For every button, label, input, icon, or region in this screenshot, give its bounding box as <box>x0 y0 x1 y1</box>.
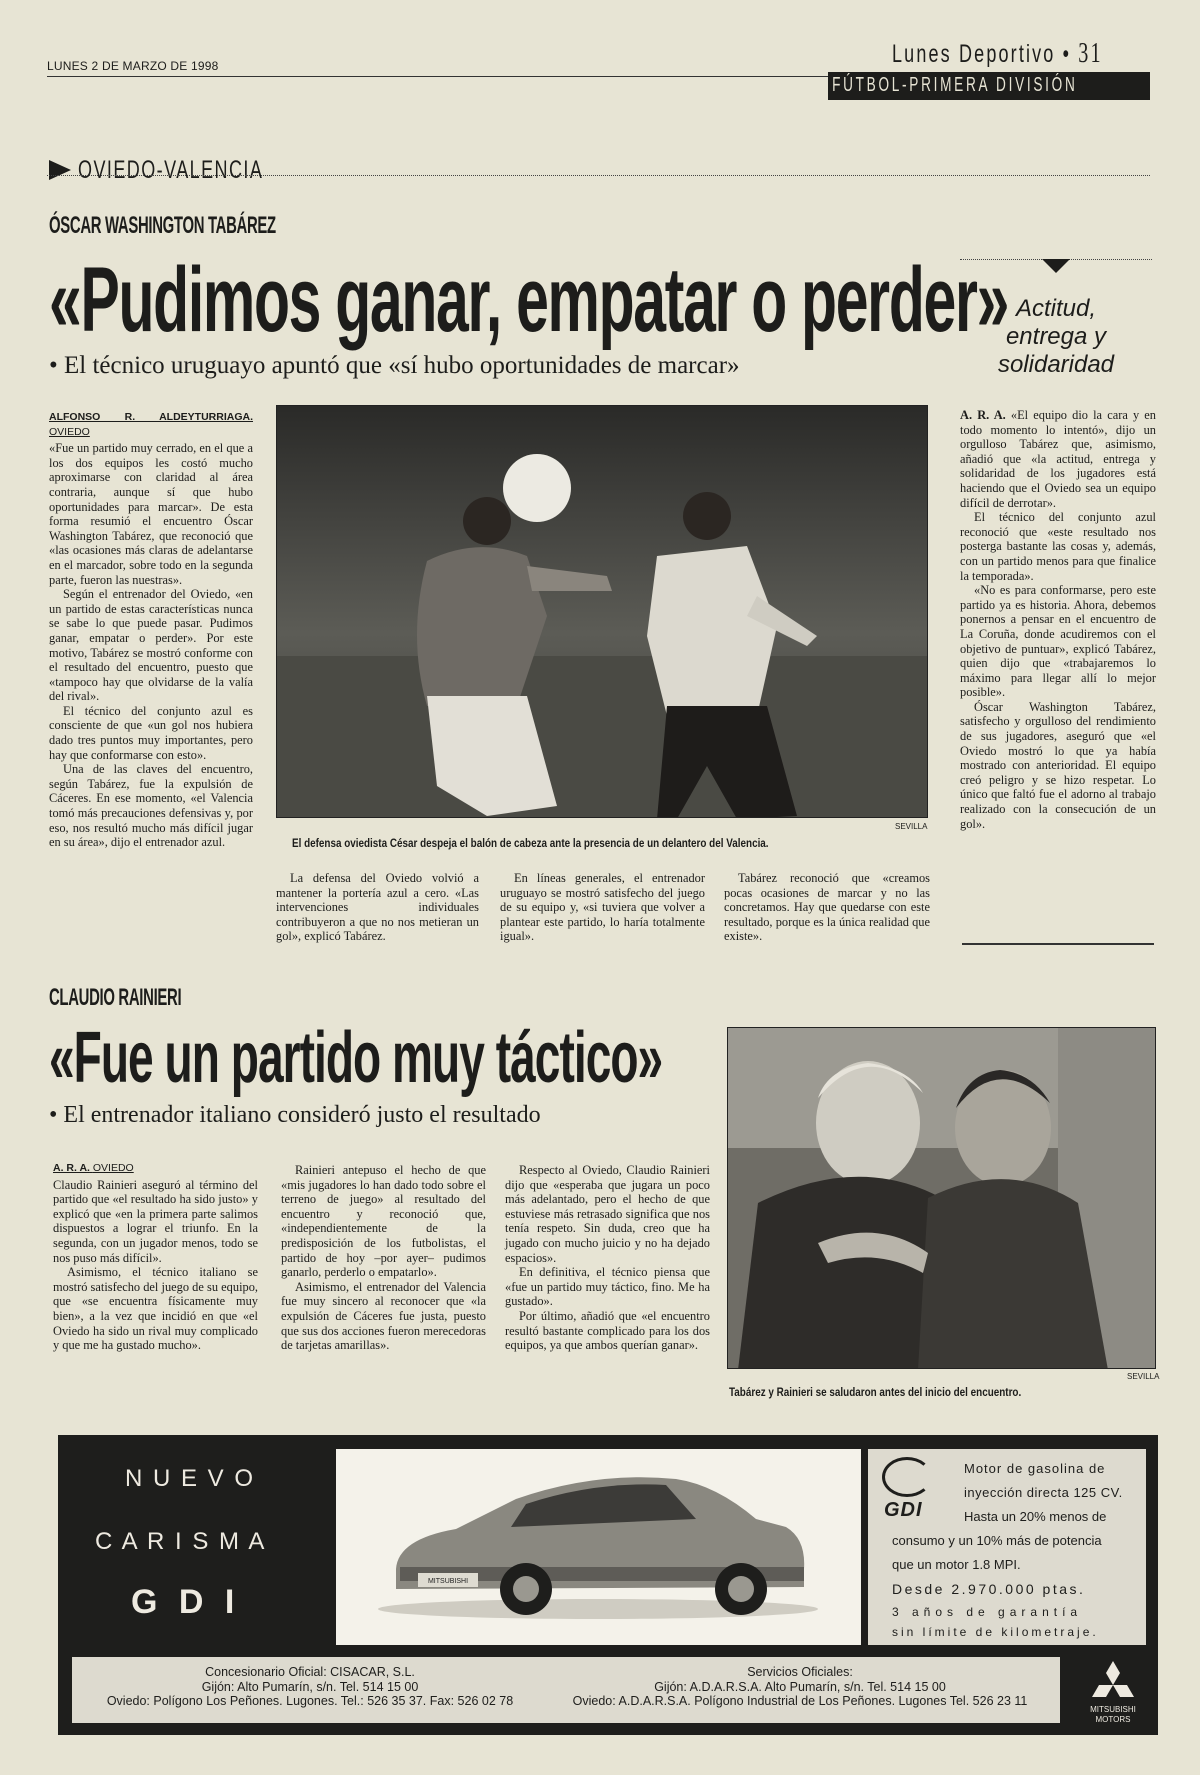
article1-column-2 <box>276 871 479 944</box>
page-date: LUNES 2 DE MARZO DE 1998 <box>47 59 219 73</box>
article1-subject: ÓSCAR WASHINGTON TABÁREZ <box>49 212 276 239</box>
article1-column-4 <box>724 871 930 944</box>
ad-brand-line-1: MITSUBISHI <box>1090 1705 1136 1714</box>
article1-photo <box>276 405 928 818</box>
ad-service-line: Gijón: A.D.A.R.S.A. Alto Pumarín, s/n. Tel. 514 15 00 <box>654 1679 946 1694</box>
article2-byline-name: A. R. A. <box>53 1162 90 1174</box>
article1-paragraph: En líneas generales, el entrenador uruguayo se mostró satisfecho del juego de su equipo y, «si tuviera que volver a plantear este partido, lo haría totalmente igual». <box>500 871 705 944</box>
article2-paragraph: Asimismo, el entrenador del Valencia fue muy sincero al reconocer que «la expulsión de Cáceres fue justa, puesto que sus dos acciones fueron merecedoras de tarjetas amarillas». <box>281 1279 486 1353</box>
sidebar-paragraph: «No es para conformarse, pero este partido ya es historia. Ahora, debemos ponernos a pensar en el encuentro de La Coruña, donde acudiremos con el objetivo de puntuar», explicó Tabárez, quien dijo que «trabajaremos lo máximo para llegar allí lo mejor posible». <box>960 583 1156 700</box>
article2-photo <box>727 1027 1156 1369</box>
article1-photo-credit: SEVILLA <box>895 822 928 831</box>
ad-dealer-info <box>80 1665 540 1709</box>
kicker: OVIEDO-VALENCIA <box>78 156 264 184</box>
sidebar-paragraph: Óscar Washington Tabárez, satisfecho y orgulloso del rendimiento de sus jugadores, aseguró que «el Oviedo mostró lo que ya había mostrado con anterioridad. El equipo creó peligro y se hizo respetar. Lo único que faltó fue el adorno al trabajo realizado con la consecución de un gol». <box>960 699 1156 831</box>
article2-paragraph: Asimismo, el técnico italiano se mostró satisfecho del juego de su equipo, que «se encuentra físicamente muy bien», a la vez que incidió en que «el Oviedo ha sido un rival muy complicado y que me ha gustado mucho». <box>53 1265 258 1353</box>
article1-paragraph: Tabárez reconoció que «creamos pocas ocasiones de marcar y no las concretamos. Hay que quedarse con este resultado, porque es la única realidad que existe». <box>724 871 930 944</box>
ad-dealer-line: Oviedo: Polígono Los Peñones. Lugones. Tel.: 526 35 37. Fax: 526 02 78 <box>106 1694 514 1708</box>
article2-headline: «Fue un partido muy táctico» <box>49 1018 663 1098</box>
sidebar-title: Actitud, entrega y solidaridad <box>997 295 1115 378</box>
ad-spec-line: Motor de gasolina de <box>964 1461 1106 1476</box>
article1-paragraph: Según el entrenador del Oviedo, «en un partido de estas características nunca se sabe lo que puede pasar. Pudimos ganar, empatar o perder». Por este motivo, Tabárez se mostró conforme con el resultado del encuentro, puesto que «tampoco hay que olvidarse de la valía del rival». <box>49 587 253 704</box>
article1-paragraph: La defensa del Oviedo volvió a mantener la portería azul a cero. «Las intervenciones individuales contribuyeron a que no nos metieran un gol», explicó Tabárez. <box>276 871 479 944</box>
article2-paragraph: En definitiva, el técnico piensa que «fue un partido muy táctico, fino. Me ha gustado». <box>505 1265 710 1309</box>
sidebar-column <box>960 408 1156 831</box>
mitsubishi-logo-icon <box>1078 1659 1148 1703</box>
article1-paragraph: «Fue un partido muy cerrado, en el que a los dos equipos les costó mucho aproximarse con claridad al área contraria, aunque sí que hubo oportunidades para marcar». De esta forma resumió el encuentro Óscar Washington Tabárez, que reconoció que «las ocasiones más claras de adelantarse en el marcador, sobre todo en la segunda parte, fueron las nuestras». <box>49 441 253 587</box>
article2-paragraph: Claudio Rainieri aseguró al término del partido que «el resultado ha sido justo» y explicó que «en la primera parte salimos dispuestos a lograr el triunfo. En la segunda, con un jugador menos, todo se nos puso más difícil». <box>53 1177 258 1265</box>
article2-paragraph: Respecto al Oviedo, Claudio Rainieri dijo que «esperaba que jugara un poco más adelantado, pero el hecho de que estuviese más retrasado significa que nos tenía respeto. Sin duda, creo que ha jugado con mucho juicio y no ha dejado espacios». <box>505 1163 710 1265</box>
ad-service-line: Servicios Oficiales: <box>747 1665 853 1679</box>
ad-service-info <box>550 1665 1050 1709</box>
ad-gdi-logo-text: GDI <box>884 1499 923 1521</box>
kicker-dotted-rule <box>47 175 1150 176</box>
article2-paragraph: Por último, añadió que «el encuentro resultó bastante complicado para los dos equipos, ya que ambos querían ganar». <box>505 1308 710 1353</box>
article2-column-3 <box>505 1163 710 1353</box>
article1-paragraph: El técnico del conjunto azul es consciente de que «un gol nos hubiera dado tres puntos muy importantes, pero hay que conformarse con esto». <box>49 703 253 762</box>
page-number: 31 <box>1078 38 1103 69</box>
article1-byline-place: OVIEDO <box>49 425 90 438</box>
sidebar-bottom-rule <box>962 943 1154 945</box>
article2-column-2 <box>281 1163 486 1353</box>
mitsubishi-ad[interactable] <box>58 1435 1158 1735</box>
ad-spec-panel <box>868 1449 1146 1645</box>
article1-column-3 <box>500 871 705 944</box>
article2-photo-caption: Tabárez y Rainieri se saludaron antes del inicio del encuentro. <box>729 1387 1022 1399</box>
article1-column-1 <box>49 410 253 850</box>
article2-photo-credit: SEVILLA <box>1127 1372 1160 1381</box>
article2-paragraph: Rainieri antepuso el hecho de que «mis jugadores lo han dado todo sobre el terreno de juego» al resultado del encuentro y reconoció que, «independientemente de la predisposición de los futbolistas, el partido de hoy –por ayer– pudimos ganarlo, perderlo o empatarlo». <box>281 1163 486 1280</box>
article1-headline: «Pudimos ganar, empatar o perder» <box>49 249 1009 351</box>
football-header-photo <box>277 406 928 818</box>
section-label: FÚTBOL-PRIMERA DIVISIÓN <box>832 74 1078 96</box>
ad-spec-line: sin límite de kilometraje. <box>892 1625 1099 1639</box>
kicker-arrow-icon <box>49 160 71 180</box>
article2-subject: CLAUDIO RAINIERI <box>49 984 182 1011</box>
bullet-icon: • <box>49 1102 64 1128</box>
ad-dealer-line: Gijón: Alto Pumarín, s/n. Tel. 514 15 00 <box>201 1679 419 1694</box>
ball-icon <box>503 454 571 522</box>
article1-subheadline: • El técnico uruguayo apuntó que «sí hubo oportunidades de marcar» <box>49 352 740 379</box>
sidebar-paragraph: El técnico del conjunto azul reconoció que «este resultado nos posterga bastante las cosas y, además, con un partido menos para que finalice la temporada». <box>960 510 1156 583</box>
article1-paragraph: Una de las claves del encuentro, según Tabárez, fue la expulsión de Cáceres. En ese momento, «el Valencia tomó más precauciones defensivas y, por eso, nos resultó mucho más difícil jugar en su área», dijo el entrenador azul. <box>49 762 253 850</box>
gdi-logo-icon <box>882 1457 932 1497</box>
ad-price: Desde 2.970.000 ptas. <box>892 1581 1086 1597</box>
section-banner <box>828 72 1150 100</box>
ad-spec-line: 3 años de garantía <box>892 1605 1083 1619</box>
article2-column-1 <box>53 1161 258 1353</box>
ad-dealer-line: Concesionario Oficial: CISACAR, S.L. <box>205 1665 415 1679</box>
article1-byline-name: ALFONSO R. ALDEYTURRIAGA. <box>49 411 253 423</box>
ad-service-line: Oviedo: A.D.A.R.S.A. Polígono Industrial de Los Peñones. Lugones Tel. 526 23 11 <box>572 1694 1028 1708</box>
ad-car-panel <box>336 1449 861 1645</box>
sidebar-byline: A. R. A. <box>960 408 1006 422</box>
publication-title: Lunes Deportivo • 31 <box>892 38 1103 69</box>
bullet-icon: • <box>49 352 65 379</box>
ad-spec-line: inyección directa 125 CV. <box>964 1485 1123 1500</box>
ad-plate-text: MITSUBISHI <box>427 1578 469 1585</box>
ad-model-line-2: C A R I S M A <box>95 1528 267 1555</box>
ad-spec-line: Hasta un 20% menos de <box>964 1509 1107 1524</box>
article1-photo-caption: El defensa oviedista César despeja el balón de cabeza ante la presencia de un delantero del Valencia. <box>292 838 769 850</box>
ad-dealer-panel <box>72 1657 1060 1723</box>
car-icon <box>336 1449 861 1645</box>
ad-spec-line: que un motor 1.8 MPI. <box>892 1557 1021 1572</box>
ad-model-line-3: G D I <box>131 1583 241 1621</box>
article2-subheadline: • El entrenador italiano consideró justo el resultado <box>49 1102 541 1128</box>
article2-byline-place: OVIEDO <box>92 1162 134 1174</box>
ad-spec-line: consumo y un 10% más de potencia <box>892 1533 1102 1548</box>
sidebar-paragraph: A. R. A. «El equipo dio la cara y en todo momento lo intentó», dijo un orgulloso Tabárez que, asimismo, añadió que «la actitud, entrega y solidaridad de los jugadores está haciendo que el Oviedo sea un equipo difícil de derrotar». <box>960 408 1156 510</box>
sidebar-triangle-icon <box>1042 259 1070 273</box>
ad-model-line-1: N U E V O <box>125 1465 256 1492</box>
publication-name: Lunes Deportivo <box>892 40 1056 68</box>
ad-brand-line-2: MOTORS <box>1095 1715 1131 1724</box>
coaches-greeting-photo <box>728 1028 1156 1369</box>
